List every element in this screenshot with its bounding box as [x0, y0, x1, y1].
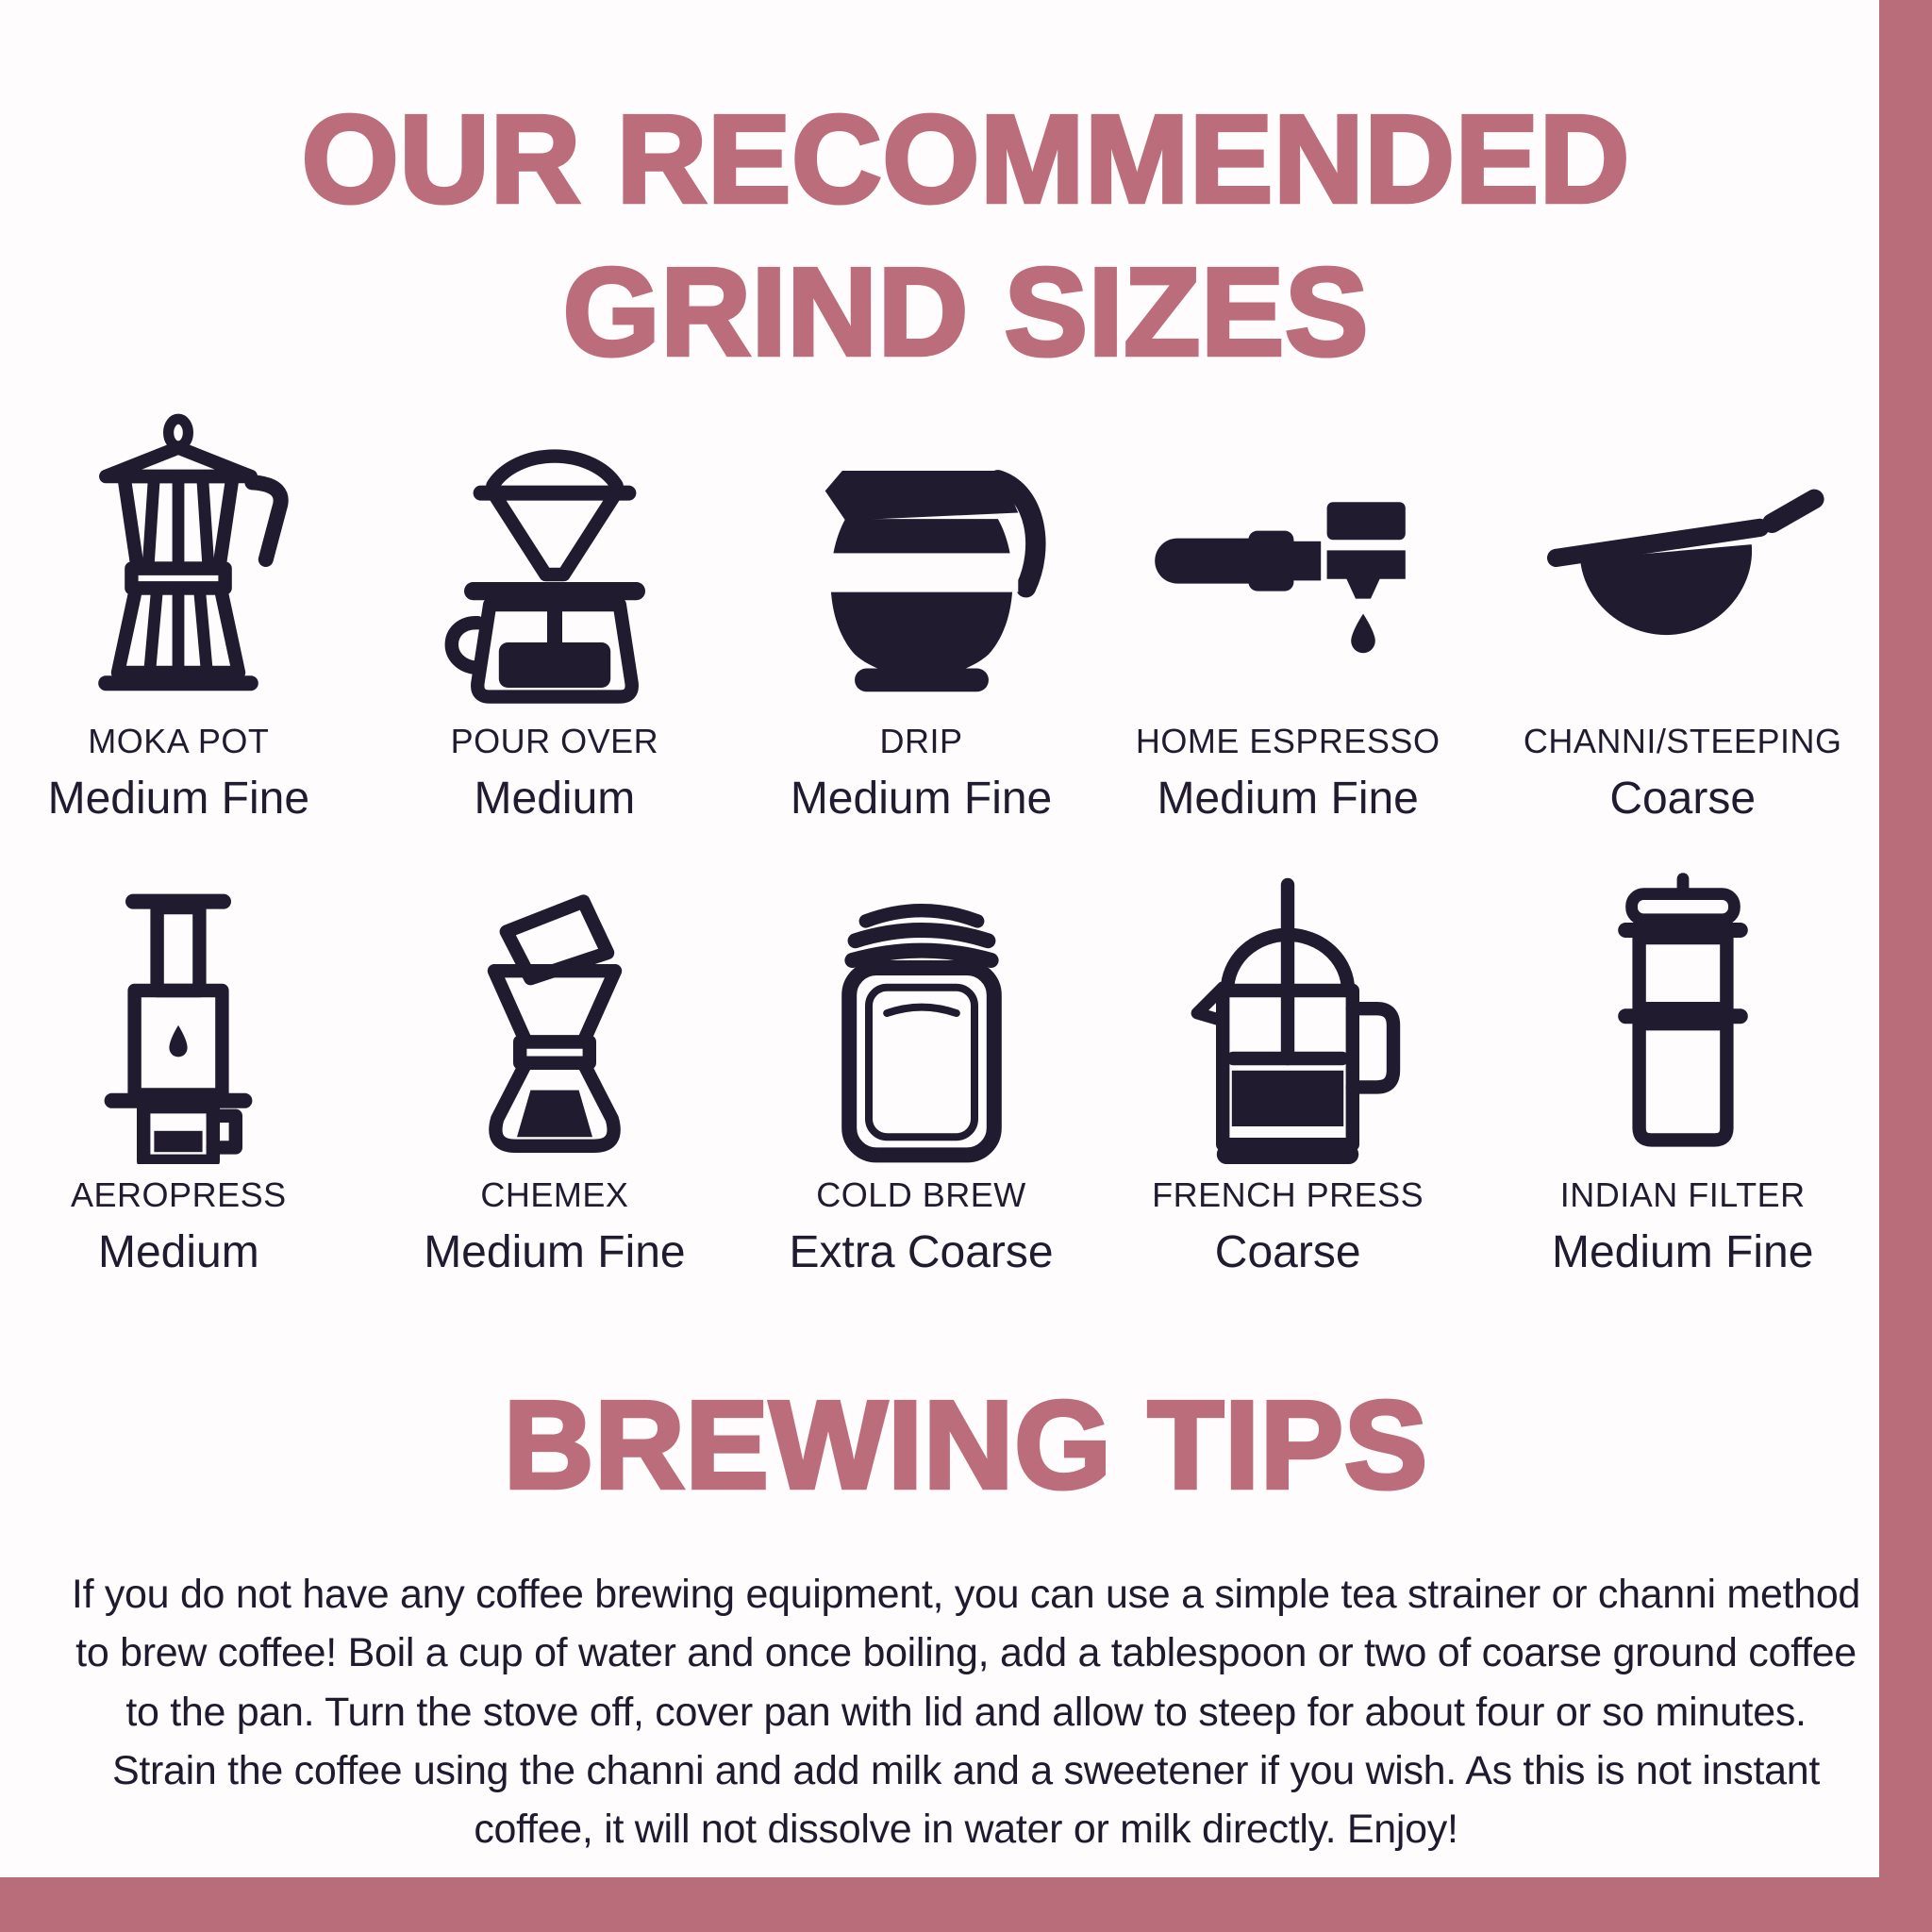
- french-press-icon: [1137, 862, 1439, 1164]
- cold-brew-icon: [771, 862, 1073, 1164]
- method-name: FRENCH PRESS: [1152, 1174, 1424, 1214]
- moka-pot-icon-box: [27, 408, 329, 710]
- method-grind: Medium Fine: [1551, 1226, 1814, 1277]
- method-cold-brew: [752, 862, 1091, 1278]
- french-press-icon-box: [1137, 862, 1439, 1164]
- aeropress-icon-box: [27, 862, 329, 1164]
- method-grind: Medium: [474, 773, 636, 824]
- method-home-espresso: [1091, 408, 1486, 824]
- method-name: COLD BREW: [816, 1174, 1026, 1214]
- method-grind: Coarse: [1609, 773, 1757, 824]
- method-name: CHEMEX: [480, 1174, 629, 1214]
- brewing-tips-paragraph: If you do not have any coffee brewing equipment, you can use a simple tea strainer or channi method to brew coffee! Boil a cup of water and once boiling, add a tablespoon or two of coarse ground coffee to the pan. Turn the stove off, cover pan with lid and allow to steep for about four or so minutes. Strain the coffee using the channi and add milk and a sweetener if you wish. As this is not instant coffee, it will not dissolve in water or milk directly. Enjoy!: [71, 1572, 1861, 1853]
- method-name: CHANNI/STEEPING: [1523, 721, 1842, 760]
- method-name: INDIAN FILTER: [1559, 1174, 1806, 1214]
- bottom-accent-bar: [0, 1877, 1932, 1932]
- title-line-1: OUR RECOMMENDED: [301, 90, 1631, 228]
- moka-pot-icon: [27, 408, 329, 710]
- right-accent-bar: [1879, 0, 1932, 1932]
- channi-steeping-icon-box: [1527, 408, 1839, 710]
- method-grind: Medium Fine: [1157, 773, 1419, 824]
- drip-icon: [766, 404, 1077, 715]
- drip-icon-box: [766, 408, 1077, 710]
- method-french-press: [1091, 862, 1486, 1278]
- aeropress-icon: [27, 862, 329, 1164]
- method-chemex: [358, 862, 753, 1278]
- method-grind: Medium Fine: [47, 773, 310, 824]
- method-pour-over: [358, 408, 753, 824]
- method-grind: Medium Fine: [424, 1226, 686, 1277]
- chemex-icon-box: [404, 862, 706, 1164]
- method-name: MOKA POT: [88, 721, 270, 760]
- method-channi-steeping: [1485, 408, 1880, 824]
- method-moka-pot: [0, 408, 358, 824]
- method-name: HOME ESPRESSO: [1135, 721, 1441, 760]
- home-espresso-icon-box: [1132, 408, 1443, 710]
- method-name: AEROPRESS: [71, 1174, 287, 1214]
- method-grind: Medium Fine: [790, 773, 1053, 824]
- method-name: POUR OVER: [450, 721, 659, 760]
- brewing-tips-heading: BREWING TIPS: [503, 1374, 1429, 1514]
- pour-over-icon: [404, 408, 706, 710]
- method-name: DRIP: [879, 721, 963, 760]
- method-aeropress: [0, 862, 358, 1278]
- method-grind: Extra Coarse: [789, 1226, 1054, 1277]
- method-drip: [752, 408, 1091, 824]
- indian-filter-icon: [1532, 862, 1834, 1164]
- title-line-2: GRIND SIZES: [562, 242, 1370, 382]
- grind-method-grid: [0, 408, 1880, 1278]
- page-title: [0, 0, 1932, 390]
- channi-steeping-icon: [1527, 408, 1839, 710]
- method-indian-filter: [1485, 862, 1880, 1278]
- home-espresso-icon: [1132, 408, 1443, 710]
- indian-filter-icon-box: [1532, 862, 1834, 1164]
- cold-brew-icon-box: [771, 862, 1073, 1164]
- method-grind: Coarse: [1214, 1226, 1361, 1277]
- method-grind: Medium: [97, 1226, 259, 1277]
- chemex-icon: [404, 862, 706, 1164]
- pour-over-icon-box: [404, 408, 706, 710]
